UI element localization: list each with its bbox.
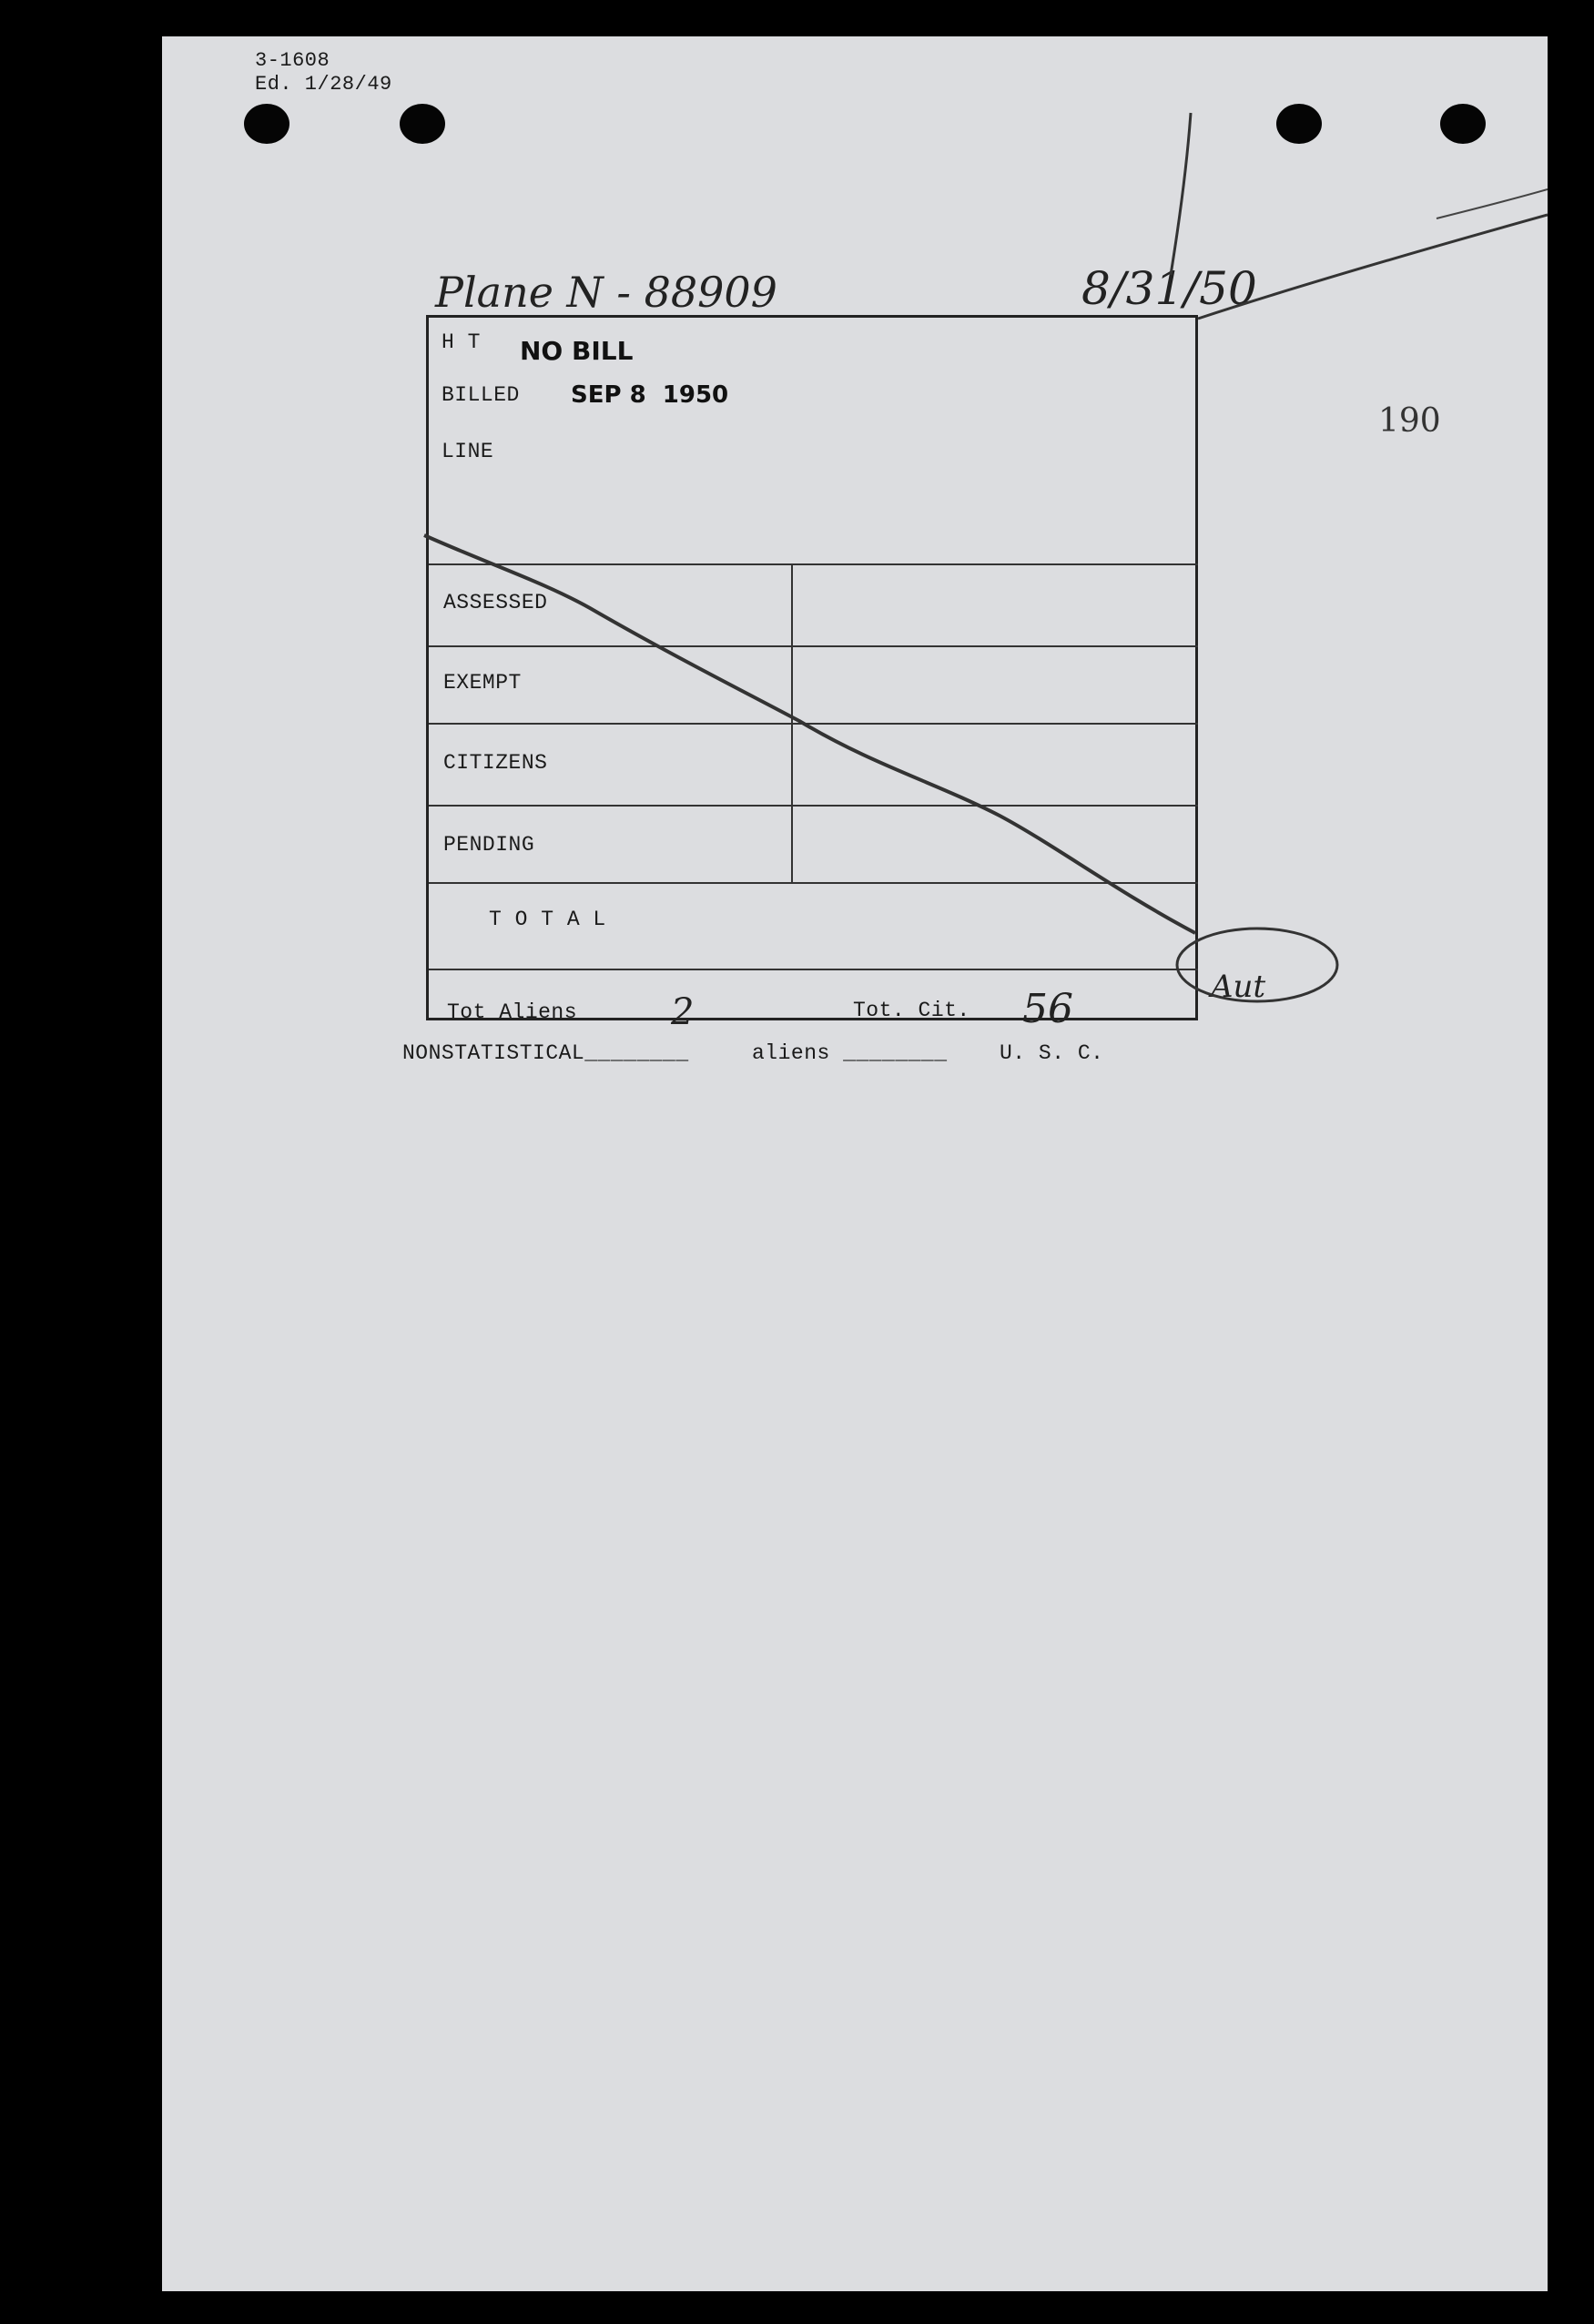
- ht-label: H T: [442, 330, 481, 354]
- tot-cit-value: 56: [1022, 986, 1073, 1032]
- row-label-exempt: EXEMPT: [443, 671, 522, 695]
- nonstatistical-line: NONSTATISTICAL________: [402, 1041, 689, 1065]
- tot-cit-label: Tot. Cit.: [853, 999, 970, 1022]
- billed-label: BILLED: [442, 383, 520, 407]
- form-revision: Ed. 1/28/49: [255, 73, 392, 96]
- row-label-pending: PENDING: [443, 833, 535, 857]
- total-label: T O T A L: [489, 908, 606, 931]
- initials-circle: [1177, 929, 1337, 1001]
- usc-label: U. S. C.: [1000, 1041, 1104, 1065]
- no-bill-stamp: NO BILL: [520, 336, 634, 366]
- tot-aliens-value: 2: [671, 991, 695, 1033]
- aliens-line: aliens ________: [752, 1041, 948, 1065]
- tot-aliens-label: Tot Aliens: [447, 1000, 578, 1024]
- upper-right-pen-stroke: [1437, 189, 1548, 218]
- row-label-assessed: ASSESSED: [443, 591, 548, 614]
- pen-strokes: [162, 36, 1548, 2291]
- handwritten-plane-id: Plane N - 88909: [435, 268, 777, 317]
- row-label-citizens: CITIZENS: [443, 751, 548, 775]
- vertical-pen-stroke: [1171, 113, 1191, 275]
- date-underline-sweep: [1198, 215, 1548, 319]
- line-label: LINE: [442, 440, 494, 463]
- diagonal-cancel-line: [424, 535, 1195, 933]
- page-number: 190: [1378, 402, 1441, 440]
- handwritten-date: 8/31/50: [1081, 262, 1257, 315]
- billed-date-stamp: SEP 8 1950: [571, 381, 729, 409]
- document-page: [162, 36, 1548, 2291]
- form-number: 3-1608: [255, 49, 330, 72]
- circled-initials: Aut: [1211, 969, 1266, 1005]
